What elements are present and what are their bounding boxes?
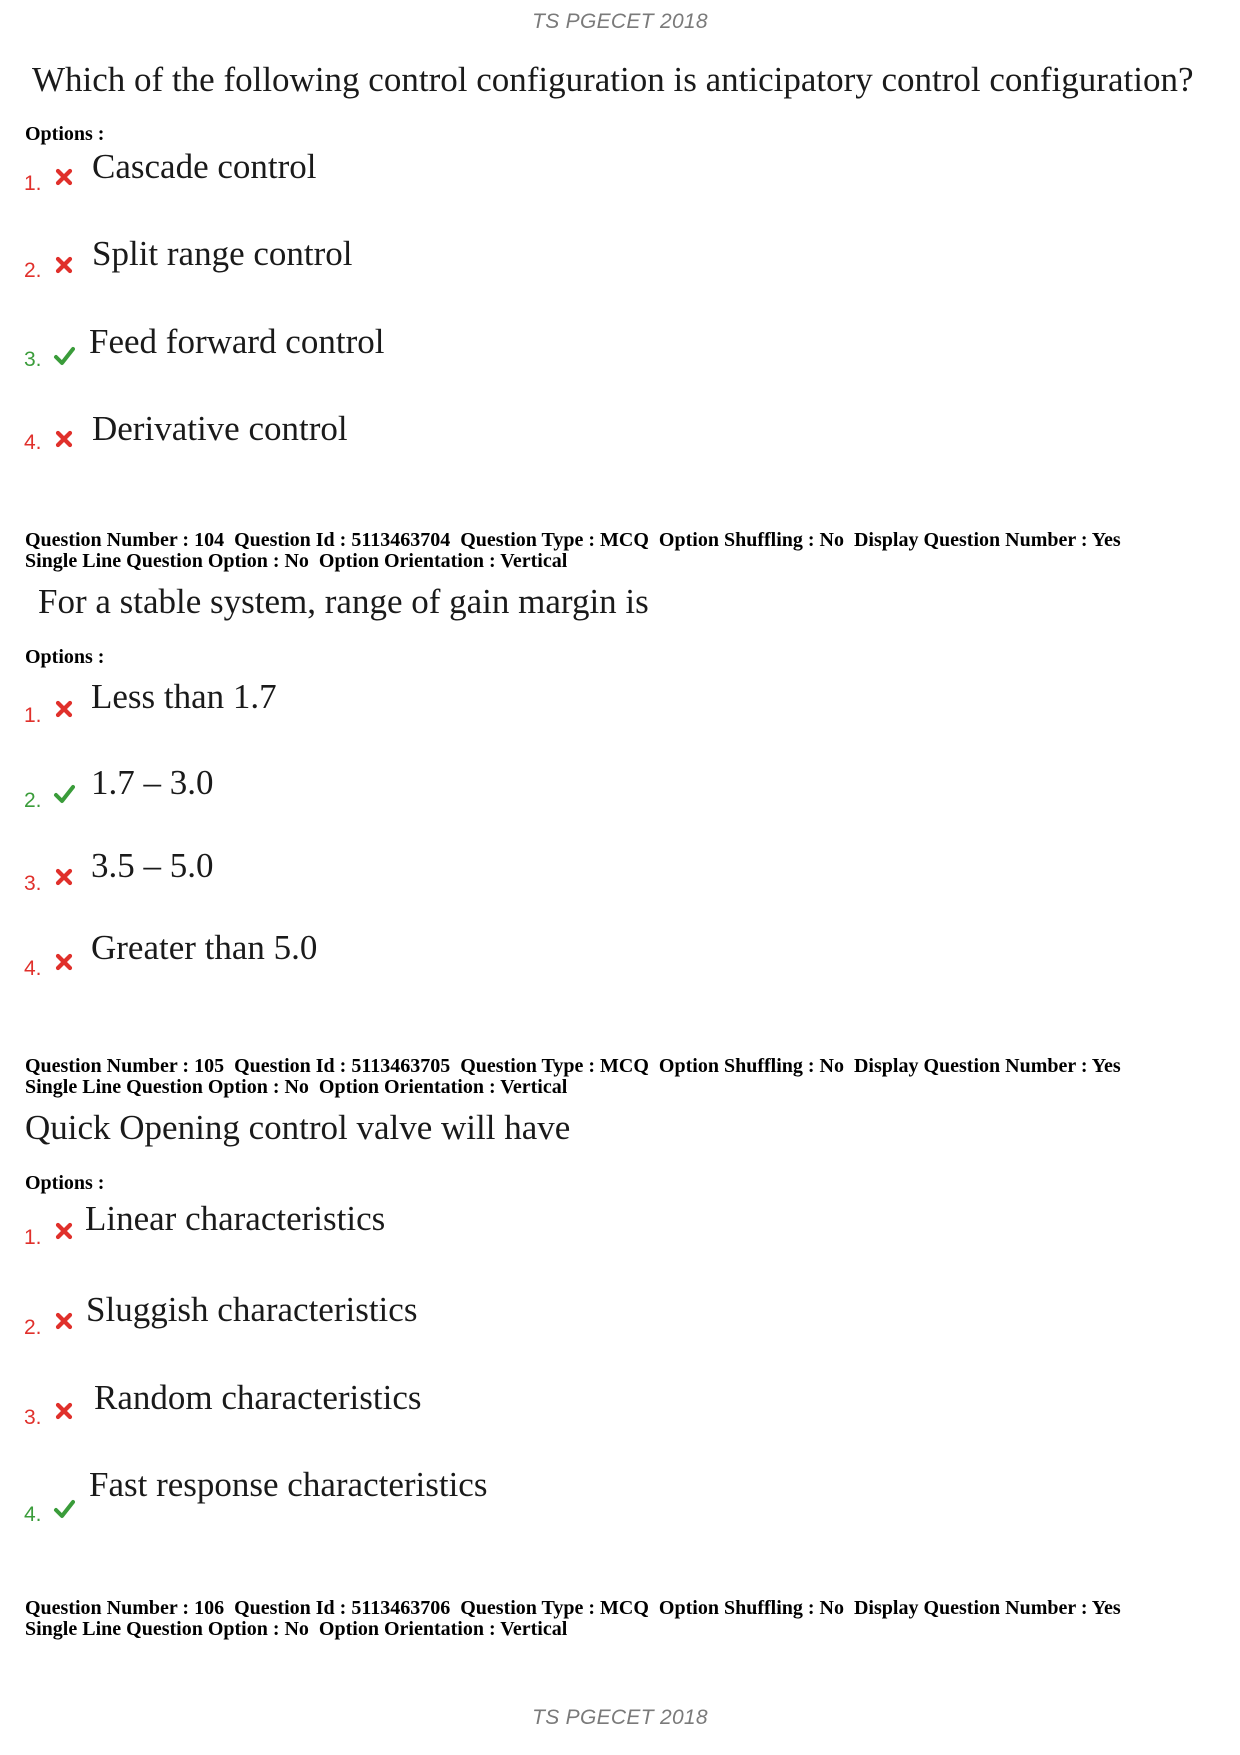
option-number: 2. — [24, 1316, 42, 1339]
option-text: Less than 1.7 — [91, 677, 277, 716]
cross-icon — [53, 1310, 75, 1332]
options-label: Options : — [25, 123, 105, 145]
page-footer: TS PGECET 2018 — [532, 1706, 708, 1729]
question-meta: Question Number : 105 Question Id : 5113463705 Question Type : MCQ Option Shuffling : No Display Question Number : Yes — [25, 1055, 1121, 1077]
question-meta: Question Number : 106 Question Id : 5113463706 Question Type : MCQ Option Shuffling : No Display Question Number : Yes — [25, 1597, 1121, 1619]
question-meta: Single Line Question Option : No Option Orientation : Vertical — [25, 1618, 568, 1640]
options-label: Options : — [25, 646, 105, 668]
options-label: Options : — [25, 1172, 105, 1194]
option-text: 3.5 – 5.0 — [91, 846, 214, 885]
option-text: Derivative control — [92, 409, 348, 448]
question-103-text: Which of the following control configuration is anticipatory control configuration? — [32, 60, 1194, 99]
option-number: 3. — [24, 348, 42, 371]
option-text: Linear characteristics — [85, 1199, 386, 1238]
check-icon — [53, 783, 75, 805]
option-number: 1. — [24, 704, 42, 727]
option-number: 4. — [24, 431, 42, 454]
option-number: 1. — [24, 172, 42, 195]
question-meta: Single Line Question Option : No Option Orientation : Vertical — [25, 1076, 568, 1098]
question-104-text: For a stable system, range of gain margin is — [38, 582, 649, 621]
question-105-text: Quick Opening control valve will have — [25, 1108, 571, 1147]
option-number: 4. — [24, 1503, 42, 1526]
option-number: 3. — [24, 872, 42, 895]
option-text: Random characteristics — [94, 1378, 422, 1417]
cross-icon — [53, 698, 75, 720]
option-text: 1.7 – 3.0 — [91, 763, 214, 802]
option-text: Sluggish characteristics — [86, 1290, 418, 1329]
cross-icon — [53, 866, 75, 888]
option-number: 2. — [24, 789, 42, 812]
cross-icon — [53, 166, 75, 188]
cross-icon — [53, 1220, 75, 1242]
page-header: TS PGECET 2018 — [532, 10, 708, 33]
cross-icon — [53, 951, 75, 973]
option-number: 1. — [24, 1226, 42, 1249]
option-text: Greater than 5.0 — [91, 928, 318, 967]
option-text: Cascade control — [92, 147, 317, 186]
check-icon — [53, 1498, 75, 1520]
check-icon — [53, 345, 75, 367]
cross-icon — [53, 428, 75, 450]
option-text: Fast response characteristics — [89, 1465, 488, 1504]
option-number: 2. — [24, 259, 42, 282]
option-text: Feed forward control — [89, 322, 385, 361]
question-meta: Single Line Question Option : No Option Orientation : Vertical — [25, 550, 568, 572]
option-number: 4. — [24, 957, 42, 980]
cross-icon — [53, 254, 75, 276]
question-meta: Question Number : 104 Question Id : 5113463704 Question Type : MCQ Option Shuffling : No Display Question Number : Yes — [25, 529, 1121, 551]
option-number: 3. — [24, 1406, 42, 1429]
cross-icon — [53, 1400, 75, 1422]
option-text: Split range control — [92, 234, 353, 273]
